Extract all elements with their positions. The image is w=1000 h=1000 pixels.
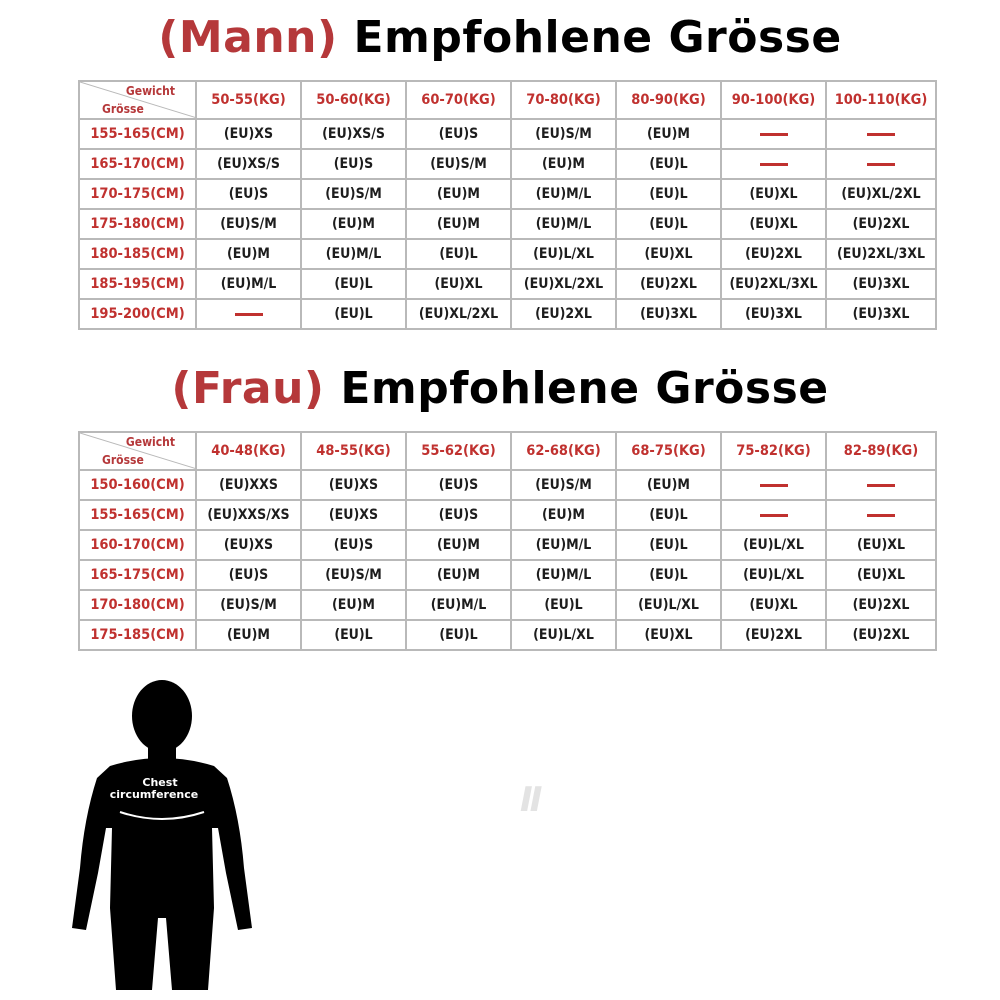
size-cell: (EU)XL <box>616 620 721 650</box>
women-weight-header: 62-68(KG) <box>511 432 616 470</box>
women-height-label: 165-175(CM) <box>79 560 196 590</box>
women-corner-size-label: Grösse <box>102 453 144 467</box>
size-cell: (EU)2XL <box>826 209 936 239</box>
not-available-dash <box>721 119 826 149</box>
dash-icon <box>867 514 895 517</box>
men-corner-weight-label: Gewicht <box>125 84 175 98</box>
size-cell: (EU)2XL <box>616 269 721 299</box>
not-available-dash <box>721 149 826 179</box>
dash-icon <box>867 163 895 166</box>
men-weight-header: 70-80(KG) <box>511 81 616 119</box>
men-height-label: 195-200(CM) <box>79 299 196 329</box>
size-cell: (EU)L <box>616 209 721 239</box>
size-cell: (EU)S/M <box>196 209 301 239</box>
table-row <box>79 179 936 209</box>
men-table-body <box>79 119 936 329</box>
men-height-label: 170-175(CM) <box>79 179 196 209</box>
size-cell: (EU)S <box>406 119 511 149</box>
size-cell: (EU)M <box>406 560 511 590</box>
size-cell: (EU)2XL/3XL <box>721 269 826 299</box>
size-cell: (EU)M <box>616 119 721 149</box>
size-cell: (EU)L <box>406 239 511 269</box>
size-cell: (EU)S <box>196 560 301 590</box>
size-cell: (EU)L <box>616 500 721 530</box>
size-cell: (EU)S/M <box>406 149 511 179</box>
chest-label-line1: Chest <box>142 776 178 789</box>
size-cell: (EU)M <box>301 590 406 620</box>
size-cell: (EU)M/L <box>511 179 616 209</box>
size-cell: (EU)XL <box>826 530 936 560</box>
size-cell: (EU)M/L <box>301 239 406 269</box>
women-corner-weight-label: Gewicht <box>125 435 175 449</box>
size-cell: (EU)L <box>616 530 721 560</box>
size-cell: (EU)2XL <box>511 299 616 329</box>
size-cell: (EU)L <box>616 560 721 590</box>
men-height-label: 185-195(CM) <box>79 269 196 299</box>
size-cell: (EU)S/M <box>301 560 406 590</box>
size-cell: (EU)XXS/XS <box>196 500 301 530</box>
dash-icon <box>760 514 788 517</box>
table-row <box>79 119 936 149</box>
dash-icon <box>760 133 788 136</box>
size-cell: (EU)XS <box>301 470 406 500</box>
size-cell: (EU)L <box>301 269 406 299</box>
size-cell: (EU)S <box>301 530 406 560</box>
size-cell: (EU)M/L <box>406 590 511 620</box>
table-row <box>79 239 936 269</box>
men-height-label: 155-165(CM) <box>79 119 196 149</box>
table-row <box>79 149 936 179</box>
size-cell: (EU)L <box>511 590 616 620</box>
men-title-accent: (Mann) <box>158 12 338 63</box>
size-cell: (EU)XL/2XL <box>511 269 616 299</box>
not-available-dash <box>721 500 826 530</box>
size-cell: (EU)2XL/3XL <box>826 239 936 269</box>
women-height-label: 170-180(CM) <box>79 590 196 620</box>
size-cell: (EU)3XL <box>616 299 721 329</box>
table-row <box>79 209 936 239</box>
size-cell: (EU)XS/S <box>301 119 406 149</box>
size-cell: (EU)XL <box>721 590 826 620</box>
not-available-dash <box>826 119 936 149</box>
women-weight-header: 40-48(KG) <box>196 432 301 470</box>
size-cell: (EU)2XL <box>721 239 826 269</box>
not-available-dash <box>826 500 936 530</box>
size-cell: (EU)L <box>301 620 406 650</box>
watermark: Ⅱ <box>520 780 543 820</box>
men-height-label: 175-180(CM) <box>79 209 196 239</box>
size-cell: (EU)L <box>301 299 406 329</box>
size-cell: (EU)L/XL <box>721 560 826 590</box>
women-weight-header: 48-55(KG) <box>301 432 406 470</box>
women-table-body <box>79 470 936 650</box>
table-row <box>79 620 936 650</box>
size-cell: (EU)S <box>301 149 406 179</box>
table-row <box>79 590 936 620</box>
table-row <box>79 500 936 530</box>
men-height-label: 165-170(CM) <box>79 149 196 179</box>
table-row <box>79 269 936 299</box>
size-cell: (EU)L/XL <box>511 239 616 269</box>
men-weight-header: 80-90(KG) <box>616 81 721 119</box>
size-cell: (EU)S <box>406 500 511 530</box>
men-corner-size-label: Grösse <box>102 102 144 116</box>
men-header-row <box>79 81 936 119</box>
men-corner-cell <box>79 81 196 119</box>
size-cell: (EU)M <box>196 620 301 650</box>
not-available-dash <box>826 149 936 179</box>
women-height-label: 155-165(CM) <box>79 500 196 530</box>
human-silhouette-icon <box>62 678 262 990</box>
men-weight-header: 50-55(KG) <box>196 81 301 119</box>
size-cell: (EU)S <box>196 179 301 209</box>
men-weight-header: 50-60(KG) <box>301 81 406 119</box>
women-size-title <box>0 363 1000 414</box>
size-cell: (EU)2XL <box>826 590 936 620</box>
size-cell: (EU)S/M <box>511 470 616 500</box>
dash-icon <box>867 133 895 136</box>
size-cell: (EU)XL <box>616 239 721 269</box>
men-weight-header: 90-100(KG) <box>721 81 826 119</box>
dash-icon <box>235 313 263 316</box>
women-weight-header: 68-75(KG) <box>616 432 721 470</box>
table-row <box>79 299 936 329</box>
size-cell: (EU)M <box>406 179 511 209</box>
size-cell: (EU)M <box>301 209 406 239</box>
size-cell: (EU)L/XL <box>721 530 826 560</box>
table-row <box>79 470 936 500</box>
size-cell: (EU)L/XL <box>511 620 616 650</box>
women-corner-cell <box>79 432 196 470</box>
size-cell: (EU)XXS <box>196 470 301 500</box>
not-available-dash <box>196 299 301 329</box>
size-cell: (EU)3XL <box>826 269 936 299</box>
size-cell: (EU)S/M <box>301 179 406 209</box>
size-cell: (EU)XL <box>721 179 826 209</box>
size-cell: (EU)XL <box>826 560 936 590</box>
size-cell: (EU)XS <box>301 500 406 530</box>
size-cell: (EU)S/M <box>511 119 616 149</box>
women-header-row <box>79 432 936 470</box>
size-cell: (EU)M/L <box>511 530 616 560</box>
women-weight-header: 75-82(KG) <box>721 432 826 470</box>
men-size-table <box>78 80 937 330</box>
women-title-accent: (Frau) <box>171 363 325 414</box>
dash-icon <box>867 484 895 487</box>
size-cell: (EU)M <box>511 149 616 179</box>
size-cell: (EU)M/L <box>511 209 616 239</box>
men-weight-header: 100-110(KG) <box>826 81 936 119</box>
dash-icon <box>760 484 788 487</box>
size-cell: (EU)S <box>406 470 511 500</box>
size-cell: (EU)L <box>616 149 721 179</box>
women-weight-header: 82-89(KG) <box>826 432 936 470</box>
size-cell: (EU)XL <box>406 269 511 299</box>
size-cell: (EU)XL <box>721 209 826 239</box>
women-height-label: 150-160(CM) <box>79 470 196 500</box>
size-cell: (EU)L <box>406 620 511 650</box>
size-cell: (EU)M <box>406 530 511 560</box>
women-height-label: 160-170(CM) <box>79 530 196 560</box>
women-title-text: Empfohlene Grösse <box>340 363 829 414</box>
table-row <box>79 560 936 590</box>
women-weight-header: 55-62(KG) <box>406 432 511 470</box>
size-cell: (EU)2XL <box>721 620 826 650</box>
size-cell: (EU)M <box>196 239 301 269</box>
size-cell: (EU)3XL <box>721 299 826 329</box>
not-available-dash <box>826 470 936 500</box>
size-cell: (EU)3XL <box>826 299 936 329</box>
size-cell: (EU)M/L <box>511 560 616 590</box>
size-cell: (EU)XS/S <box>196 149 301 179</box>
men-height-label: 180-185(CM) <box>79 239 196 269</box>
not-available-dash <box>721 470 826 500</box>
table-row <box>79 530 936 560</box>
men-size-title <box>0 12 1000 63</box>
size-cell: (EU)M/L <box>196 269 301 299</box>
size-cell: (EU)L <box>616 179 721 209</box>
dash-icon <box>760 163 788 166</box>
size-cell: (EU)XL/2XL <box>826 179 936 209</box>
men-weight-header: 60-70(KG) <box>406 81 511 119</box>
chest-label-line2: circumference <box>109 788 199 801</box>
size-cell: (EU)XL/2XL <box>406 299 511 329</box>
men-title-text: Empfohlene Grösse <box>353 12 842 63</box>
size-cell: (EU)2XL <box>826 620 936 650</box>
size-cell: (EU)XS <box>196 530 301 560</box>
size-cell: (EU)M <box>616 470 721 500</box>
size-cell: (EU)XS <box>196 119 301 149</box>
size-cell: (EU)S/M <box>196 590 301 620</box>
women-size-table <box>78 431 937 651</box>
size-cell: (EU)L/XL <box>616 590 721 620</box>
women-height-label: 175-185(CM) <box>79 620 196 650</box>
size-cell: (EU)M <box>511 500 616 530</box>
size-cell: (EU)M <box>406 209 511 239</box>
